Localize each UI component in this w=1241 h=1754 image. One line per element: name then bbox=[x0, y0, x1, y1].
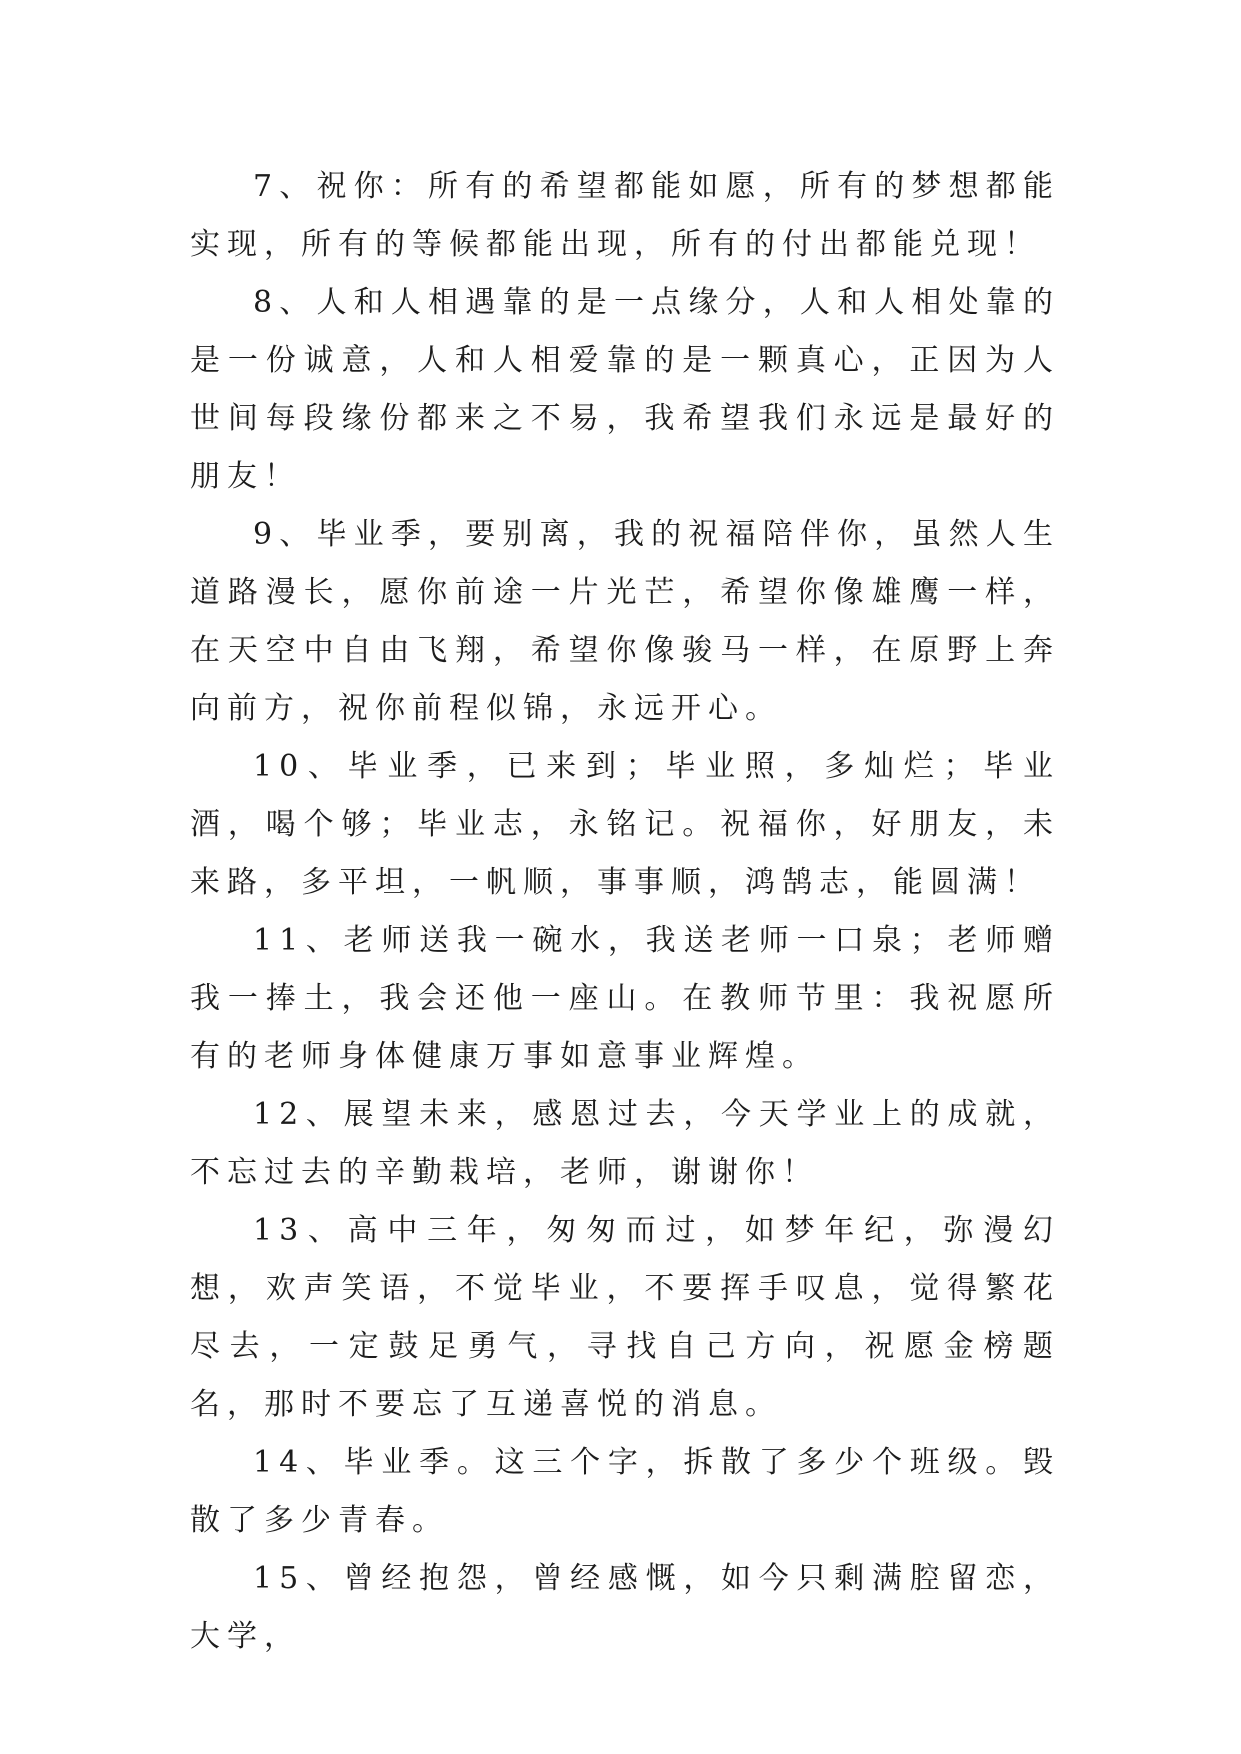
paragraph-9: 9、毕业季，要别离，我的祝福陪伴你，虽然人生道路漫长，愿你前途一片光芒，希望你像雄鹰一样，在天空中自由飞翔，希望你像骏马一样，在原野上奔向前方，祝你前程似锦，永远开心。 bbox=[190, 517, 1060, 726]
paragraph-7: 7、祝你：所有的希望都能如愿，所有的梦想都能实现，所有的等候都能出现，所有的付出都能兑现！ bbox=[190, 169, 1060, 262]
paragraph-8: 8、人和人相遇靠的是一点缘分，人和人相处靠的是一份诚意，人和人相爱靠的是一颗真心，正因为人世间每段缘份都来之不易，我希望我们永远是最好的朋友！ bbox=[190, 285, 1060, 494]
paragraph-15: 15、曾经抱怨，曾经感慨，如今只剩满腔留恋，大学， bbox=[190, 1561, 1060, 1654]
paragraph-14: 14、毕业季。这三个字，拆散了多少个班级。毁散了多少青春。 bbox=[190, 1445, 1060, 1538]
document-body bbox=[190, 158, 1060, 1666]
paragraph-11: 11、老师送我一碗水，我送老师一口泉；老师赠我一捧土，我会还他一座山。在教师节里：我祝愿所有的老师身体健康万事如意事业辉煌。 bbox=[190, 923, 1060, 1074]
paragraph-12: 12、展望未来，感恩过去，今天学业上的成就，不忘过去的辛勤栽培，老师，谢谢你！ bbox=[190, 1097, 1060, 1190]
paragraph-13: 13、高中三年，匆匆而过，如梦年纪，弥漫幻想，欢声笑语，不觉毕业，不要挥手叹息，觉得繁花尽去，一定鼓足勇气，寻找自己方向，祝愿金榜题名，那时不要忘了互递喜悦的消息。 bbox=[190, 1213, 1060, 1422]
paragraph-10: 10、毕业季，已来到；毕业照，多灿烂；毕业酒，喝个够；毕业志，永铭记。祝福你，好朋友，未来路，多平坦，一帆顺，事事顺，鸿鹄志，能圆满！ bbox=[190, 749, 1060, 900]
